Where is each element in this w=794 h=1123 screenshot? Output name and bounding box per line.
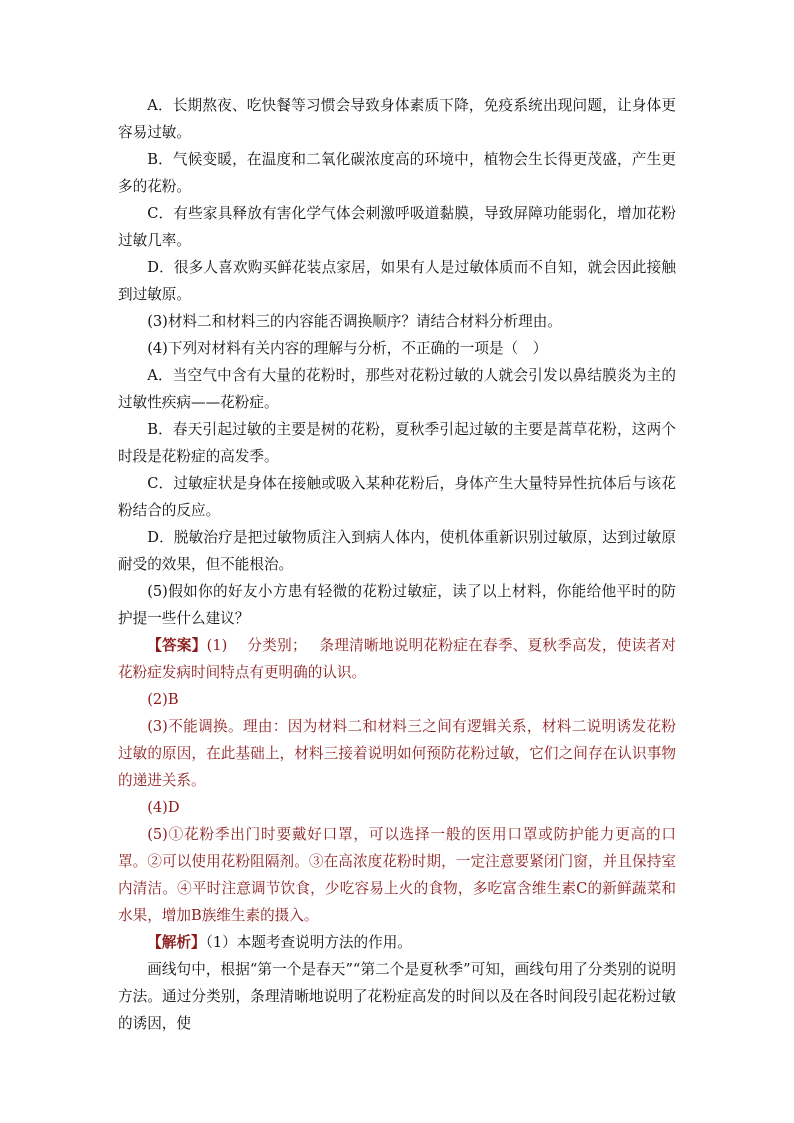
answer-5: (5)①花粉季出门时要戴好口罩，可以选择一般的医用口罩或防护能力更高的口罩。②可以使用花粉阻隔剂。③在高浓度花粉时期，一定注意要紧闭门窗，并且保持室内清洁。④平时注意调节饮食，少吃容易上火的食物，多吃富含维生素C的新鲜蔬菜和水果，增加B族维生素的摄入。 xyxy=(118,826,676,924)
analysis-head-text: （1）本题考查说明方法的作用。 xyxy=(205,934,412,951)
q2-option-c: C．有些家具释放有害化学气体会刺激呼吸道黏膜，导致屏障功能弱化，增加花粉过敏几率。 xyxy=(118,205,676,249)
document-body xyxy=(118,92,676,1037)
q2-option-a: A．长期熬夜、吃快餐等习惯会导致身体素质下降，免疫系统出现问题，让身体更容易过敏。 xyxy=(118,97,676,141)
q4-option-c: C．过敏症状是身体在接触或吸入某种花粉后，身体产生大量特异性抗体后与该花粉结合的反应。 xyxy=(118,475,676,519)
analysis-label: 【解析】 xyxy=(147,934,206,951)
question-4-stem: (4)下列对材料有关内容的理解与分析，不正确的一项是（ ） xyxy=(147,340,548,357)
answer-2: (2)B xyxy=(147,691,179,708)
q2-option-d: D．很多人喜欢购买鲜花装点家居，如果有人是过敏体质而不自知，就会因此接触到过敏原。 xyxy=(118,259,676,303)
answer-3: (3)不能调换。理由：因为材料二和材料三之间有逻辑关系，材料二说明诱发花粉过敏的原因，在此基础上，材料三接着说明如何预防花粉过敏，它们之间存在认识事物的递进关系。 xyxy=(118,718,676,789)
answer-4: (4)D xyxy=(147,799,180,816)
answer-1 xyxy=(118,632,676,686)
answer-label: 【答案】 xyxy=(147,637,207,654)
analysis-heading xyxy=(118,929,676,956)
q4-option-a: A．当空气中含有大量的花粉时，那些对花粉过敏的人就会引发以鼻结膜炎为主的过敏性疾病——花粉症。 xyxy=(118,367,676,411)
q4-option-d: D．脱敏治疗是把过敏物质注入到病人体内，使机体重新识别过敏原，达到过敏原耐受的效果，但不能根治。 xyxy=(118,529,676,573)
answer-1-text: (1) 分类别； 条理清晰地说明花粉症在春季、夏秋季高发，使读者对花粉症发病时间特点有更明确的认识。 xyxy=(118,637,676,681)
q4-option-b: B．春天引起过敏的主要是树的花粉，夏秋季引起过敏的主要是蒿草花粉，这两个时段是花粉症的高发季。 xyxy=(118,421,676,465)
question-3: (3)材料二和材料三的内容能否调换顺序？请结合材料分析理由。 xyxy=(147,313,562,330)
q2-option-b: B．气候变暖，在温度和二氧化碳浓度高的环境中，植物会生长得更茂盛，产生更多的花粉。 xyxy=(118,151,676,195)
analysis-body: 画线句中，根据“第一个是春天”“第二个是夏秋季”可知，画线句用了分类别的说明方法。通过分类别，条理清晰地说明了花粉症高发的时间以及在各时间段引起花粉过敏的诱因，使 xyxy=(118,961,676,1032)
question-5: (5)假如你的好友小方患有轻微的花粉过敏症，读了以上材料，你能给他平时的防护提一些什么建议？ xyxy=(118,583,676,627)
